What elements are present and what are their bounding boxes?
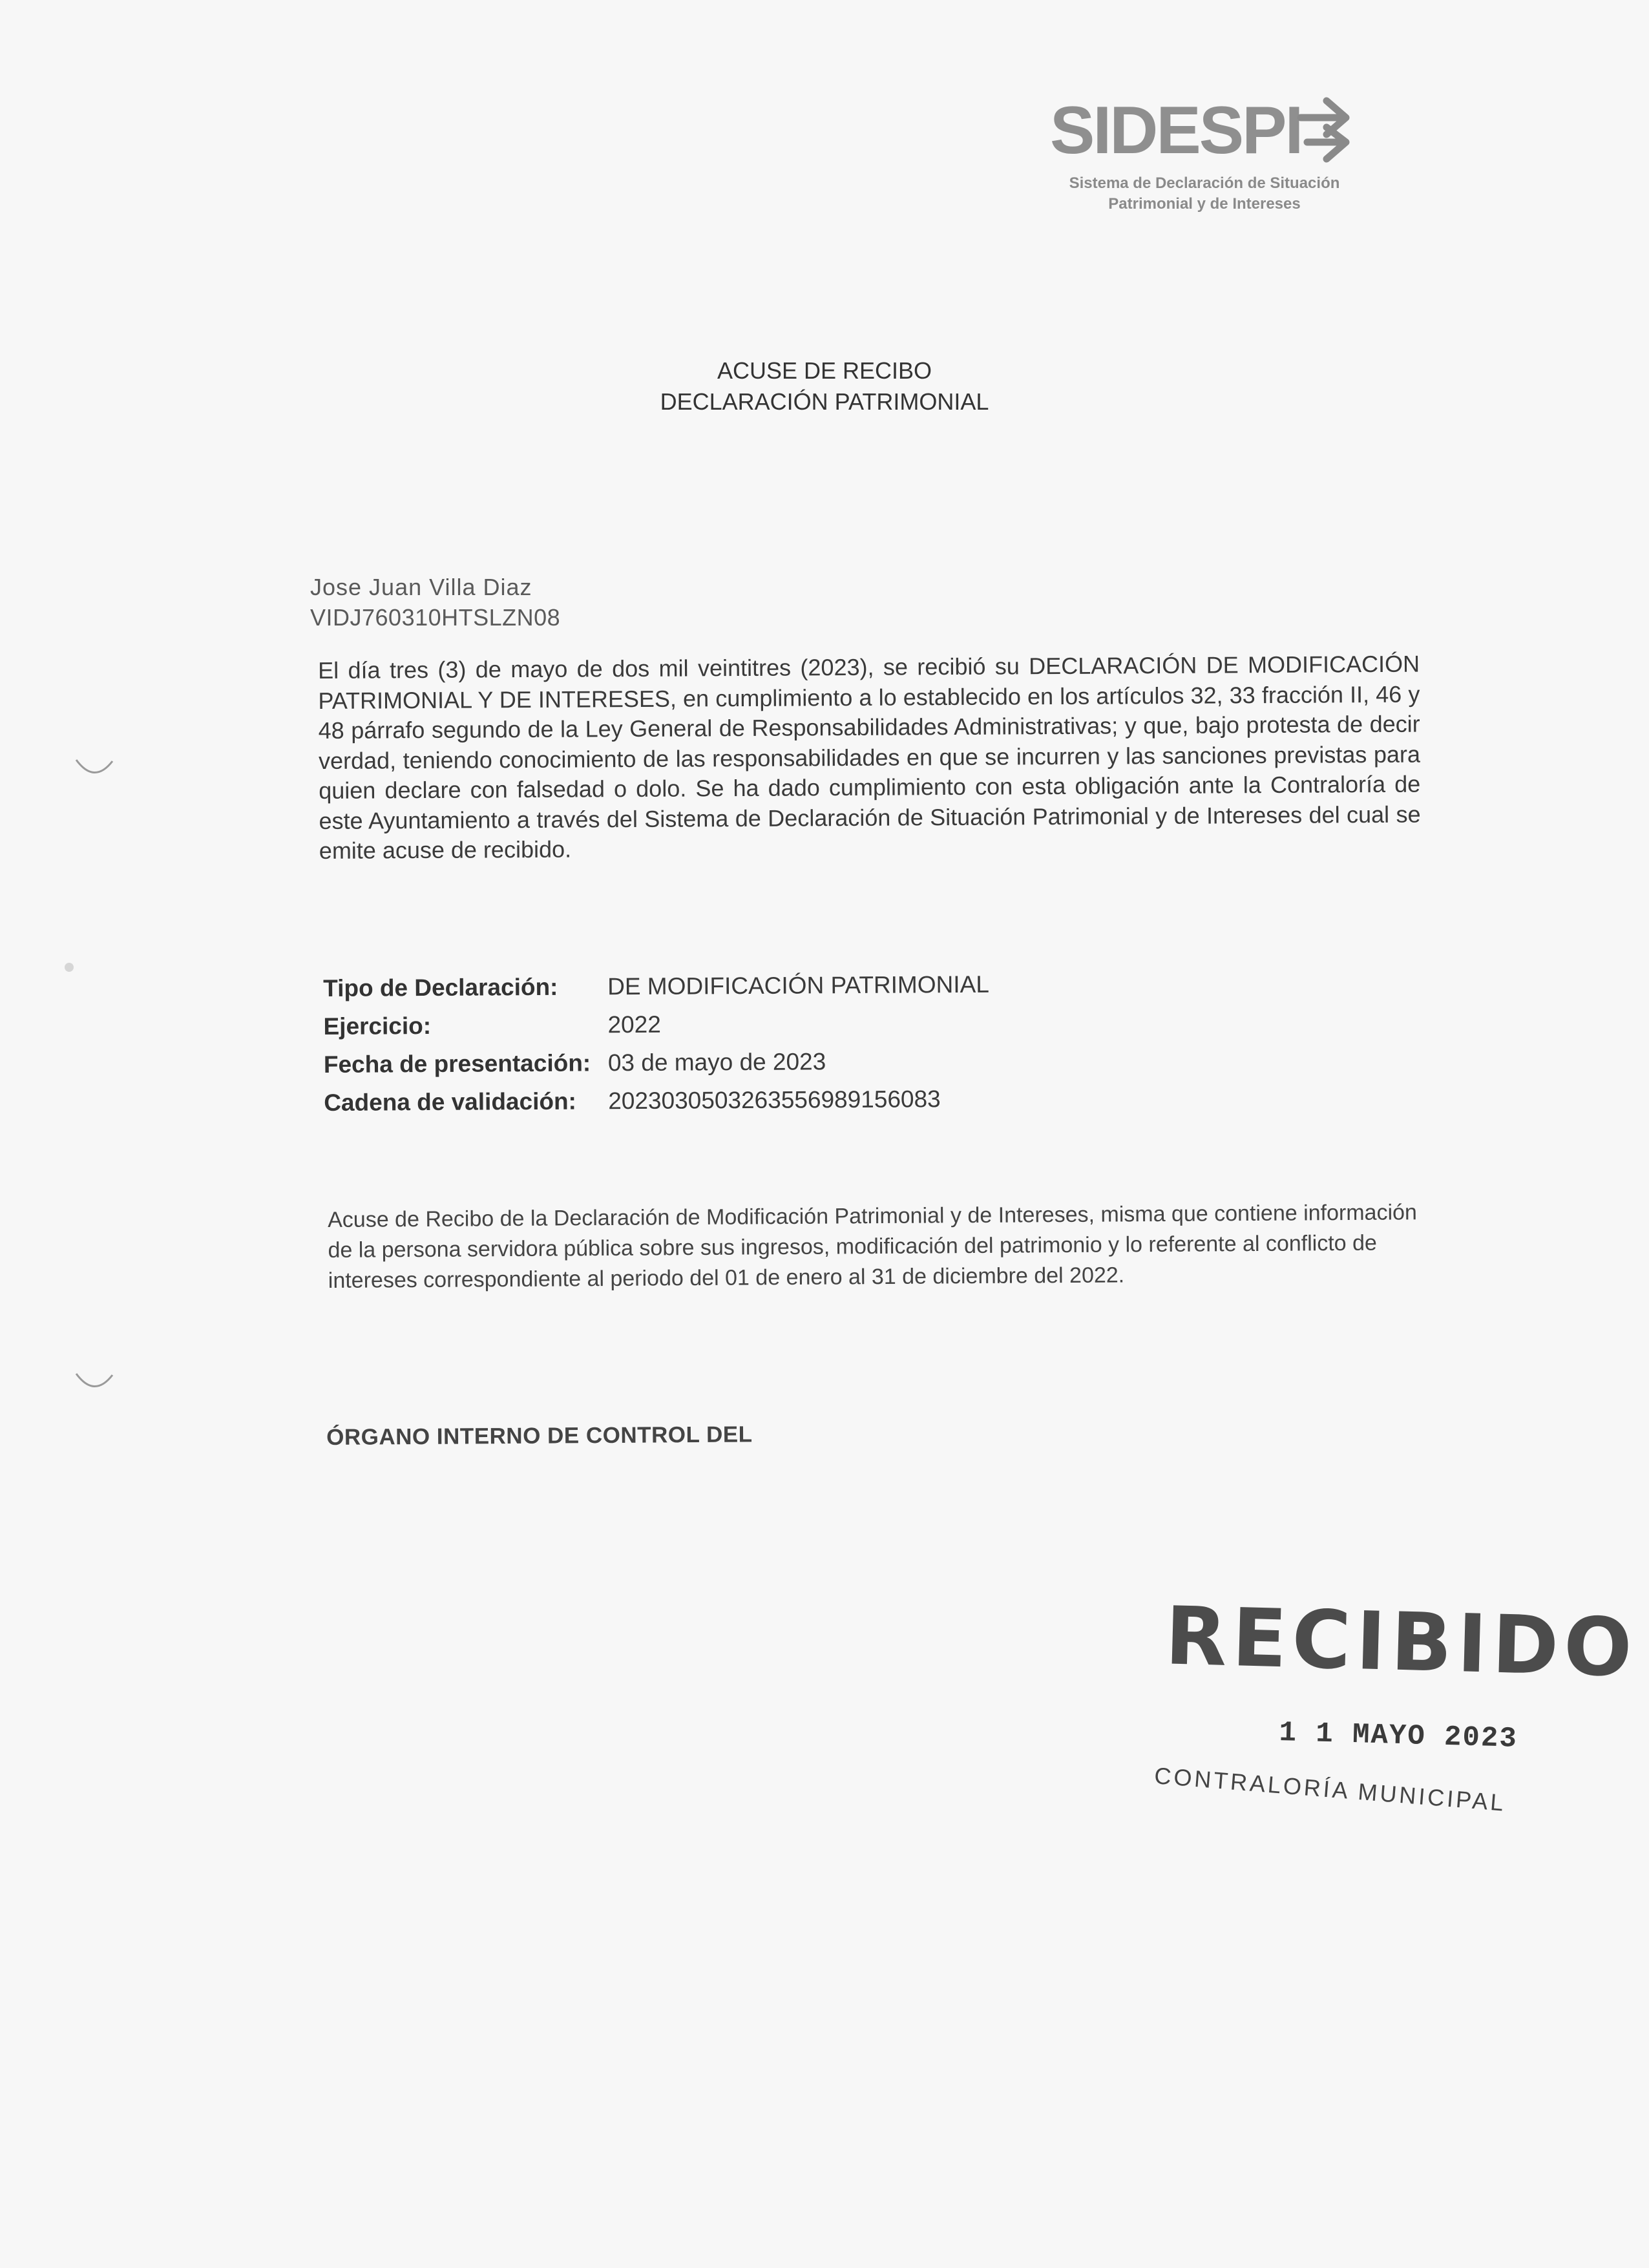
stamp-department: CONTRALORÍA MUNICIPAL — [1153, 1762, 1507, 1816]
field-label: Ejercicio: — [323, 1012, 432, 1040]
logo-subtitle-line1: Sistema de Declaración de Situación — [1069, 174, 1340, 192]
title-line1: ACUSE DE RECIBO — [717, 357, 932, 384]
punch-hole-mark — [72, 756, 116, 783]
logo-wordmark: SIDESPI — [1050, 93, 1302, 168]
stamp-date: 1 1 MAYO 2023 — [1278, 1717, 1518, 1756]
declarant-block — [310, 572, 560, 633]
declaration-fields — [323, 965, 990, 1122]
sidespi-logo — [1050, 93, 1354, 220]
stamp-title: RECIBIDO — [1164, 1590, 1639, 1696]
logo-subtitle-line2: Patrimonial y de Intereses — [1108, 195, 1301, 213]
field-row-fecha — [324, 1042, 990, 1084]
scan-speck — [65, 963, 74, 972]
received-stamp — [1151, 1590, 1639, 1839]
logo-subtitle — [1053, 173, 1356, 215]
issuing-organ: ÓRGANO INTERNO DE CONTROL DEL — [326, 1422, 753, 1450]
declarant-id: VIDJ760310HTSLZN08 — [310, 604, 561, 631]
declarant-name: Jose Juan Villa Diaz — [310, 574, 532, 600]
field-label: Tipo de Declaración: — [323, 973, 558, 1002]
field-label: Fecha de presentación: — [323, 1049, 591, 1078]
field-value: DE MODIFICACIÓN PATRIMONIAL — [607, 971, 989, 1000]
field-label: Cadena de validación: — [324, 1087, 577, 1116]
title-line2: DECLARACIÓN PATRIMONIAL — [660, 388, 989, 415]
field-value: 03 de mayo de 2023 — [607, 1048, 826, 1076]
document-title — [0, 355, 1649, 417]
acknowledgement-note: Acuse de Recibo de la Declaración de Modificación Patrimonial y de Intereses, misma que contiene información de la persona servidora pública sobre sus ingresos, modificación del patrimonio y lo referente al conflicto de intereses correspondiente al periodo del 01 de enero al 31 de diciembre del 2022. — [328, 1200, 1418, 1293]
field-value: 20230305032635569891560​83 — [608, 1086, 941, 1115]
punch-hole-mark — [72, 1370, 116, 1397]
field-row-tipo — [323, 965, 989, 1007]
field-value: 2022 — [607, 1011, 661, 1038]
field-row-cadena — [324, 1080, 990, 1122]
logo-arrow-icon — [1296, 92, 1357, 166]
body-paragraph: El día tres (3) de mayo de dos mil veintitres (2023), se recibió su DECLARACIÓN DE MODIFICACIÓN PATRIMONIAL Y DE INTERESES, en cumplimiento a lo establecido en los artículos 32, 33 fracción II, 46 y 48 párrafo segundo de la Ley General de Responsabilidades Administrativas; y que, bajo protesta de decir verdad, teniendo conocimiento de las responsabilidades en que se incurren y las sanciones previstas para quien declare con falsedad o dolo. Se ha dado cumplimiento con esta obligación ante la Contraloría de este Ayuntamiento a través del Sistema de Declaración de Situación Patrimonial y de Intereses del cual se emite acuse de recibido. — [318, 650, 1421, 864]
field-row-ejercicio — [323, 1003, 989, 1045]
